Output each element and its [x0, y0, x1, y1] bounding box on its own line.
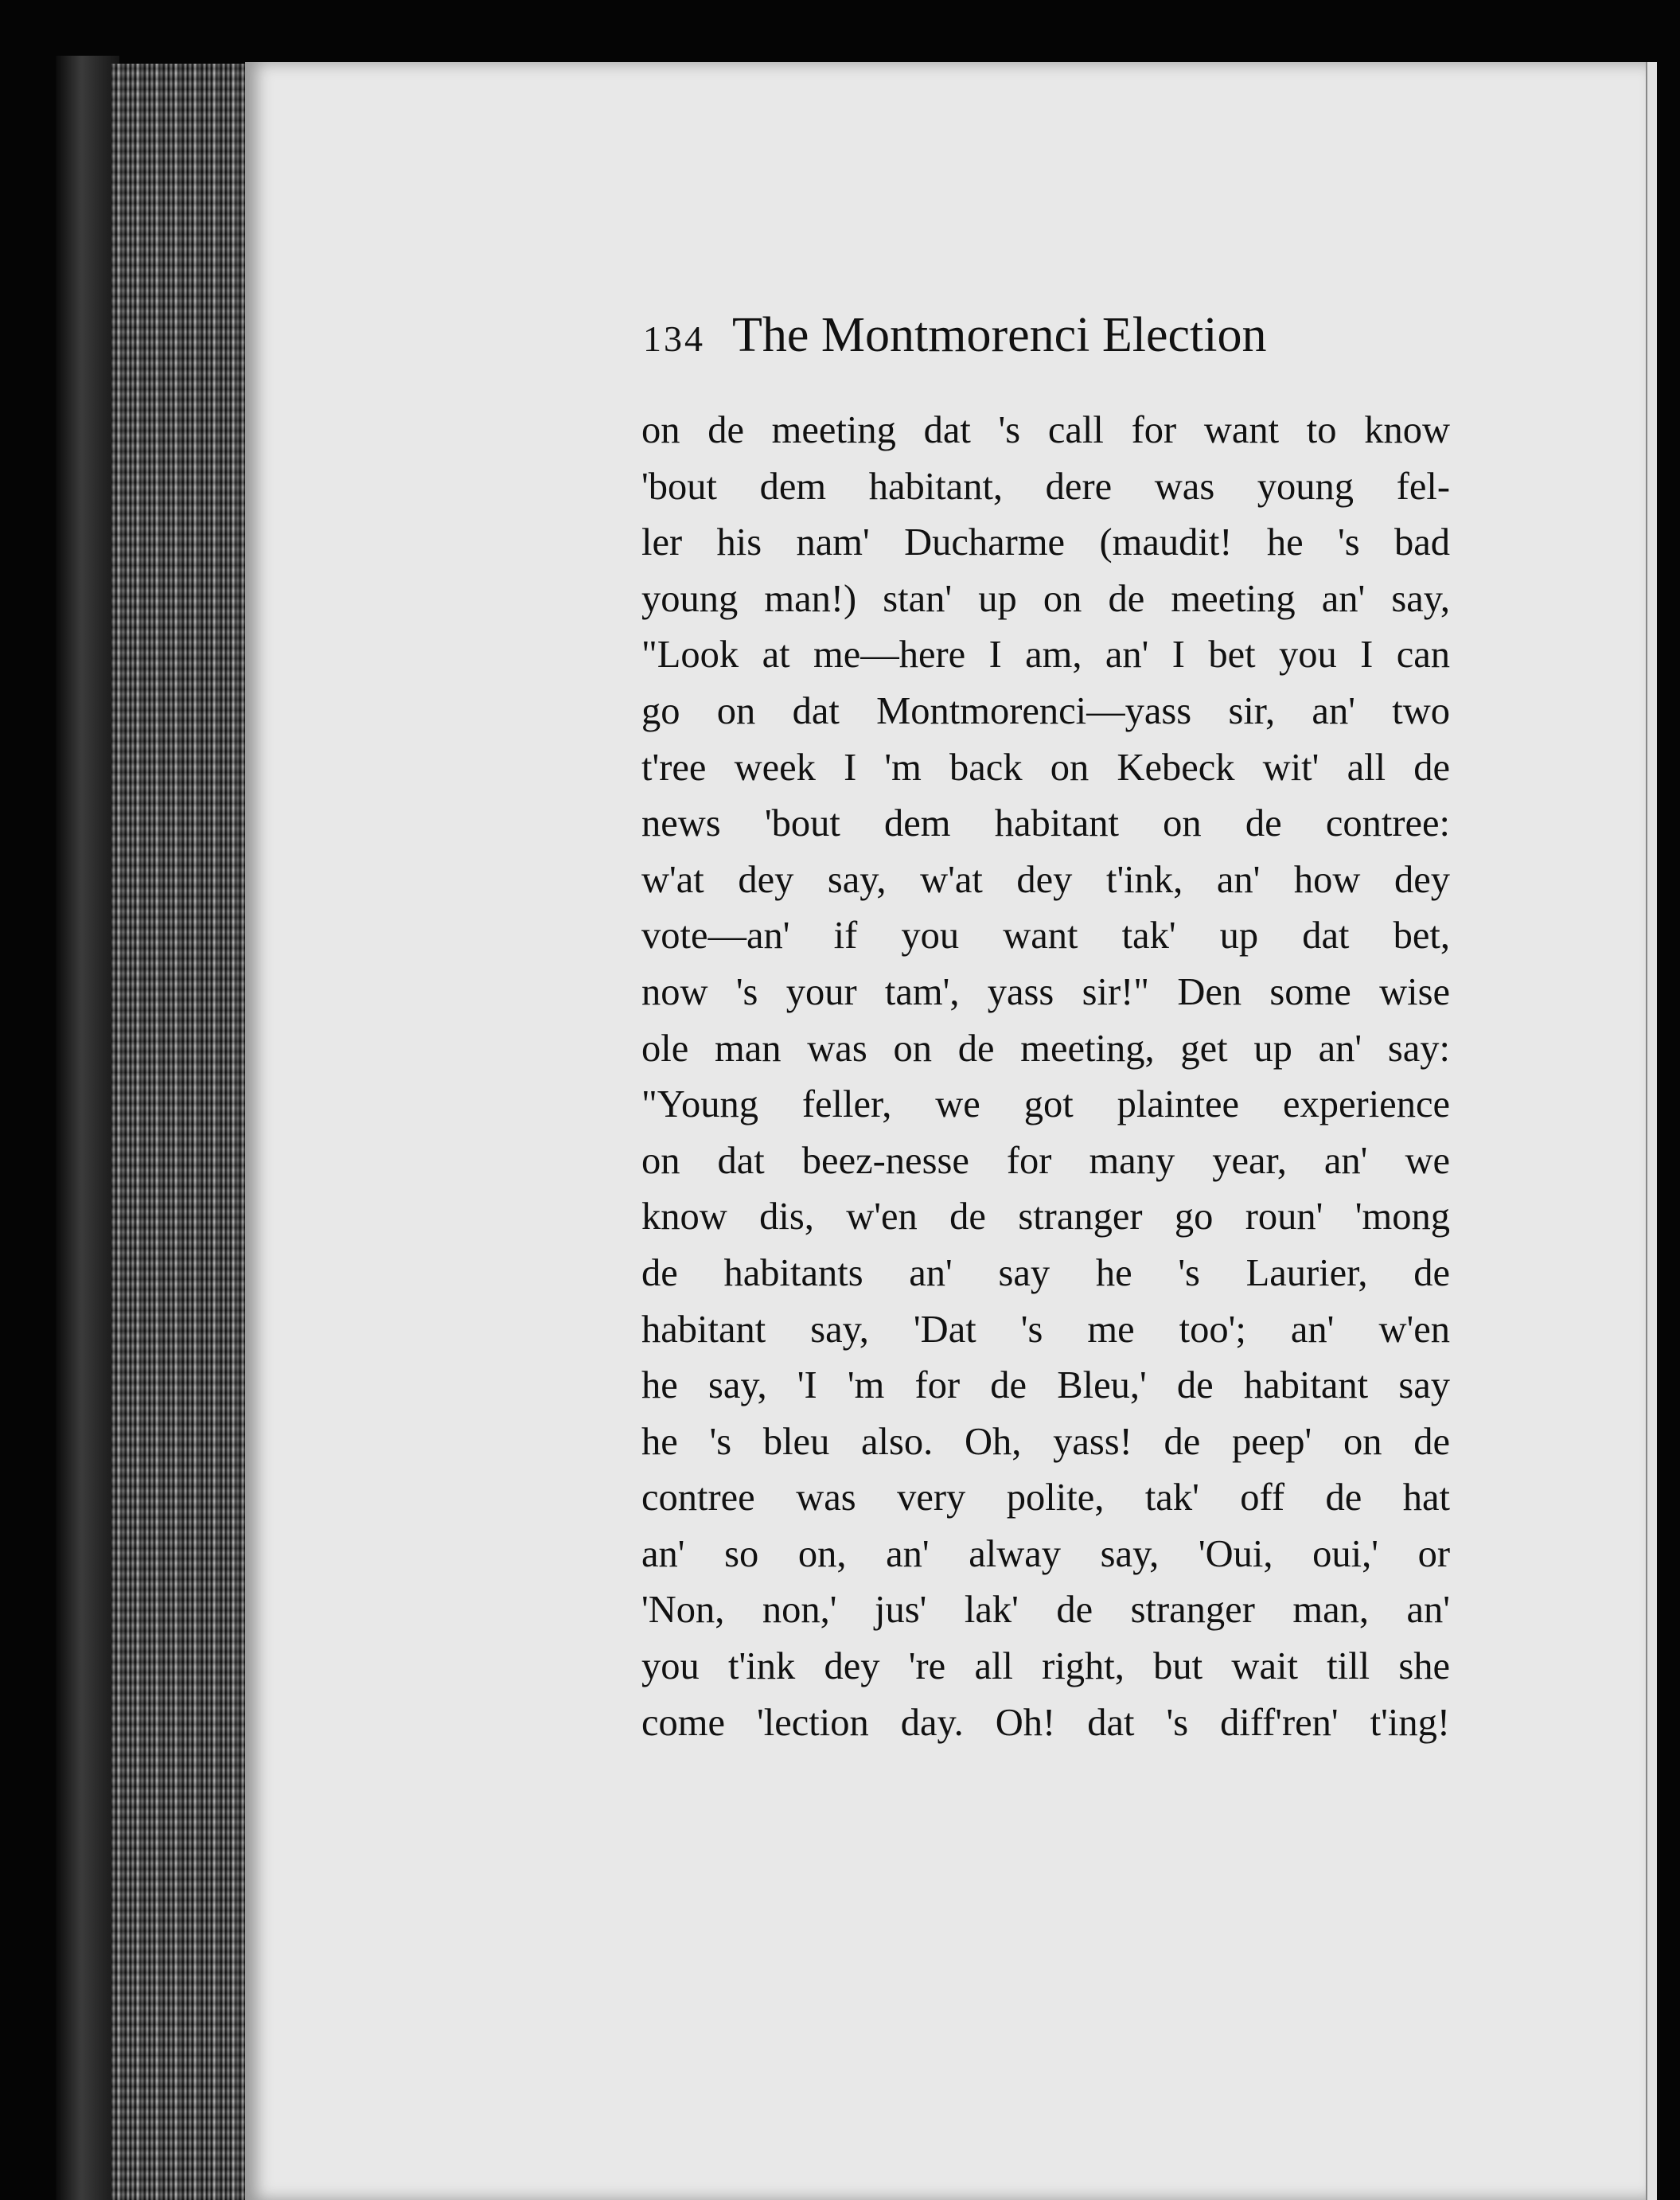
text-line: an' so on, an' alway say, 'Oui, oui,' or	[641, 1532, 1450, 1575]
running-title: The Montmorenci Election	[732, 308, 1267, 362]
text-line: 'Non, non,' jus' lak' de stranger man, an'	[641, 1589, 1450, 1632]
text-line: go on dat Montmorenci—yass sir, an' two	[641, 689, 1450, 732]
text-line: 'bout dem habitant, dere was young fel-	[641, 465, 1450, 508]
text-line: vote—an' if you want tak' up dat bet,	[641, 915, 1450, 958]
text-line: ler his nam' Ducharme (maudit! he 's bad	[641, 521, 1450, 564]
text-line: know dis, w'en de stranger go roun' 'mong	[641, 1196, 1450, 1238]
text-line: de habitants an' say he 's Laurier, de	[641, 1251, 1450, 1294]
text-line: young man!) stan' up on de meeting an' say,	[641, 577, 1450, 620]
text-line: come 'lection day. Oh! dat 's diff'ren' t'ing!	[641, 1701, 1450, 1744]
text-line: "Look at me—here I am, an' I bet you I can	[641, 634, 1450, 677]
page-right-edge	[1646, 62, 1657, 2200]
text-line: now 's your tam', yass sir!" Den some wise	[641, 970, 1450, 1013]
page-edges	[111, 64, 247, 2200]
text-line: news 'bout dem habitant on de contree:	[641, 802, 1450, 845]
body-text	[641, 403, 1450, 1751]
text-line: on dat beez-nesse for many year, an' we	[641, 1139, 1450, 1182]
text-line: you t'ink dey 're all right, but wait till she	[641, 1645, 1450, 1688]
text-line: ole man was on de meeting, get up an' say:	[641, 1027, 1450, 1070]
page-number: 134	[643, 318, 705, 359]
text-line: he say, 'I 'm for de Bleu,' de habitant say	[641, 1364, 1450, 1407]
text-line: contree was very polite, tak' off de hat	[641, 1476, 1450, 1519]
text-line: "Young feller, we got plaintee experience	[641, 1083, 1450, 1126]
text-line: t'ree week I 'm back on Kebeck wit' all de	[641, 746, 1450, 789]
text-line: on de meeting dat 's call for want to know	[641, 409, 1450, 451]
book-binding	[56, 56, 119, 2200]
text-line: he 's bleu also. Oh, yass! de peep' on de	[641, 1420, 1450, 1463]
text-line: habitant say, 'Dat 's me too'; an' w'en	[641, 1308, 1450, 1351]
running-head	[643, 307, 1455, 363]
text-line: w'at dey say, w'at dey t'ink, an' how dey	[641, 858, 1450, 901]
